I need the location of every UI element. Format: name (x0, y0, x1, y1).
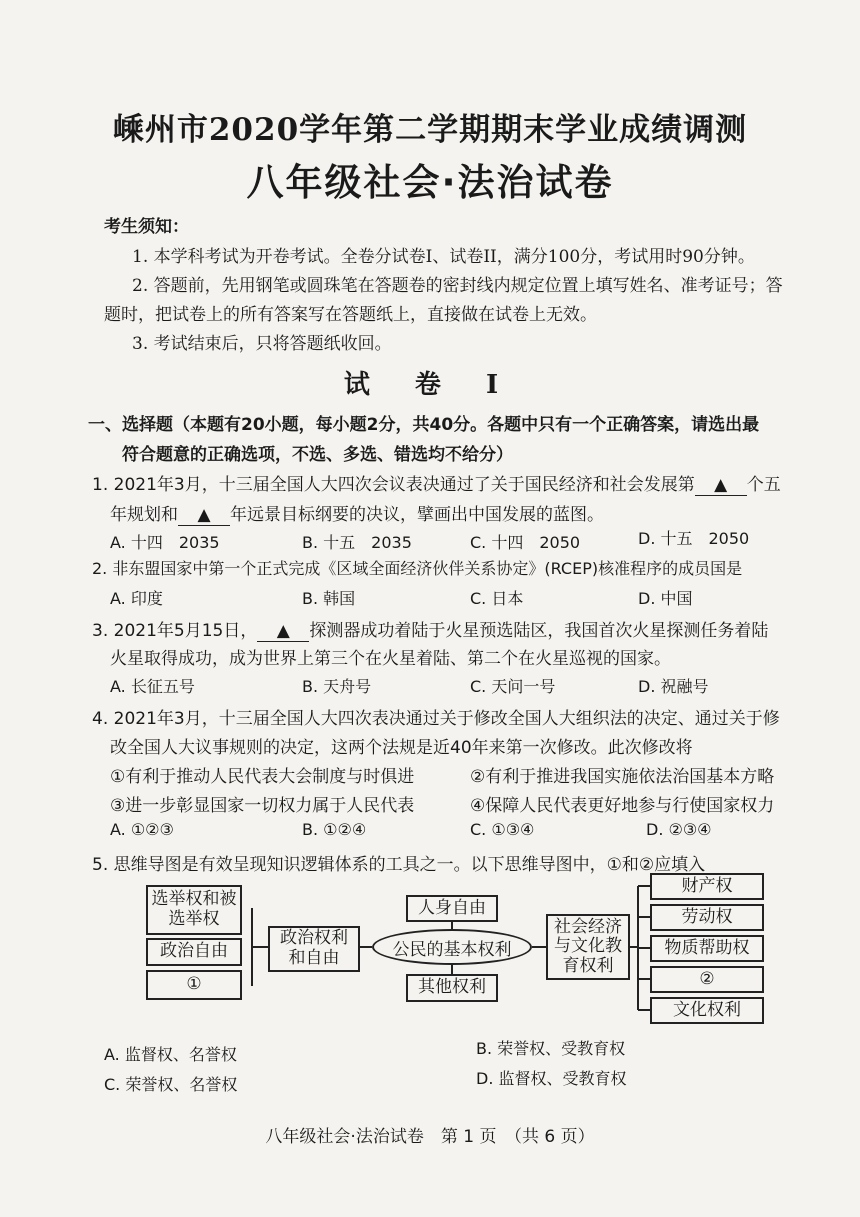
section-title: 试 卷 I (343, 370, 517, 400)
q5-option-d: D. 监督权、受教育权 (476, 1069, 627, 1088)
mindmap-node-labor-right: 劳动权 (650, 904, 764, 931)
mindmap-node-material-assistance: 物质帮助权 (650, 935, 764, 962)
q4-statement-4: ④保障人民代表更好地参与行使国家权力 (470, 796, 775, 816)
q2-stem: 2. 非东盟国家中第一个正式完成《区域全面经济伙伴关系协定》(RCEP)核准程序的成员国是 (92, 559, 743, 578)
q4-statement-2: ②有利于推进我国实施依法治国基本方略 (470, 767, 775, 787)
q4-option-c: C. ①③④ (470, 820, 535, 839)
q4-statement-1: ①有利于推动人民代表大会制度与时俱进 (110, 767, 415, 787)
q3-line2: 火星取得成功，成为世界上第三个在火星着陆、第二个在火星巡视的国家。 (110, 649, 671, 669)
q4-statement-3: ③进一步彰显国家一切权力属于人民代表 (110, 796, 415, 816)
q3-option-c: C. 天问一号 (470, 677, 556, 696)
exam-title-line2: 八年级社会·法治试卷 (246, 161, 614, 204)
mindmap-node-political-freedom: 政治自由 (146, 938, 242, 966)
mindmap-node-socioeconomic-rights: 社会经济与文化教育权利 (546, 914, 630, 980)
q1-option-d: D. 十五 2050 (638, 529, 750, 548)
part1-line1: 一、选择题（本题有20小题，每小题2分，共40分。各题中只有一个正确答案，请选出最 (88, 415, 760, 435)
notice-item-2-line2: 题时，把试卷上的所有答案写在答题纸上，直接做在试卷上无效。 (104, 305, 597, 325)
q2-option-c: C. 日本 (470, 589, 524, 608)
q1-option-b: B. 十五 2035 (302, 533, 412, 552)
notice-item-3: 3. 考试结束后，只将答题纸收回。 (132, 334, 392, 354)
mindmap-node-basic-rights: 公民的基本权利 (372, 929, 532, 965)
mindmap-node-blank-1: ① (146, 970, 242, 1000)
q2-option-a: A. 印度 (110, 589, 163, 608)
mindmap-node-cultural-rights: 文化权利 (650, 997, 764, 1024)
q3-option-a: A. 长征五号 (110, 677, 195, 696)
q1-blank-2: ▲ (178, 505, 230, 526)
q4-option-d: D. ②③④ (646, 820, 712, 839)
q1-text-d: 年远景目标纲要的决议，擘画出中国发展的蓝图。 (230, 505, 604, 525)
notice-heading: 考生须知： (104, 217, 189, 237)
q4-line2: 改全国人大议事规则的决定，这两个法规是近40年来第一次修改。此次修改将 (110, 738, 693, 758)
q4-line1: 4. 2021年3月，十三届全国人大四次表决通过关于修改全国人大组织法的决定、通过关于修 (92, 709, 780, 729)
q4-option-a: A. ①②③ (110, 820, 174, 839)
q3-text-b: 探测器成功着陆于火星预选陆区，我国首次火星探测任务着陆 (309, 621, 769, 641)
part1-line2: 符合题意的正确选项，不选、多选、错选均不给分） (122, 445, 513, 465)
q1-option-a: A. 十四 2035 (110, 533, 220, 552)
notice-item-2-line1: 2. 答题前，先用钢笔或圆珠笔在答题卷的密封线内规定位置上填写姓名、准考证号；答 (132, 276, 783, 296)
q5-option-b: B. 荣誉权、受教育权 (476, 1039, 626, 1058)
q5-stem: 5. 思维导图是有效呈现知识逻辑体系的工具之一。以下思维导图中，①和②应填入 (92, 855, 706, 875)
q5-option-c: C. 荣誉权、名誉权 (104, 1075, 238, 1094)
exam-title-line1: 嵊州市2020学年第二学期期末学业成绩调测 (112, 112, 748, 148)
q1-text-b: 个五 (746, 475, 781, 495)
mindmap-node-other-rights: 其他权利 (406, 974, 498, 1002)
page-footer: 八年级社会·法治试卷 第 1 页 （共 6 页） (265, 1127, 595, 1147)
q1-blank-1: ▲ (695, 475, 747, 496)
q2-option-b: B. 韩国 (302, 589, 356, 608)
q4-option-b: B. ①②④ (302, 820, 367, 839)
q2-option-d: D. 中国 (638, 589, 693, 608)
q1-text-c: 年规划和 (110, 505, 178, 525)
mindmap-node-election-rights: 选举权和被选举权 (146, 885, 242, 935)
q5-option-a: A. 监督权、名誉权 (104, 1045, 237, 1064)
q3-text-a: 3. 2021年5月15日， (92, 621, 258, 641)
q1-option-c: C. 十四 2050 (470, 533, 581, 552)
q3-blank: ▲ (257, 621, 309, 642)
q3-option-b: B. 天舟号 (302, 677, 372, 696)
q3-option-d: D. 祝融号 (638, 677, 709, 696)
mindmap-node-personal-freedom: 人身自由 (406, 895, 498, 922)
q1-text-a: 1. 2021年3月，十三届全国人大四次会议表决通过了关于国民经济和社会发展第 (92, 475, 695, 495)
mindmap-node-property-right: 财产权 (650, 873, 764, 900)
mindmap-node-blank-2: ② (650, 966, 764, 993)
mindmap-node-political-rights: 政治权利和自由 (268, 926, 360, 972)
notice-item-1: 1. 本学科考试为开卷考试。全卷分试卷I、试卷II，满分100分，考试用时90分钟。 (132, 247, 755, 267)
